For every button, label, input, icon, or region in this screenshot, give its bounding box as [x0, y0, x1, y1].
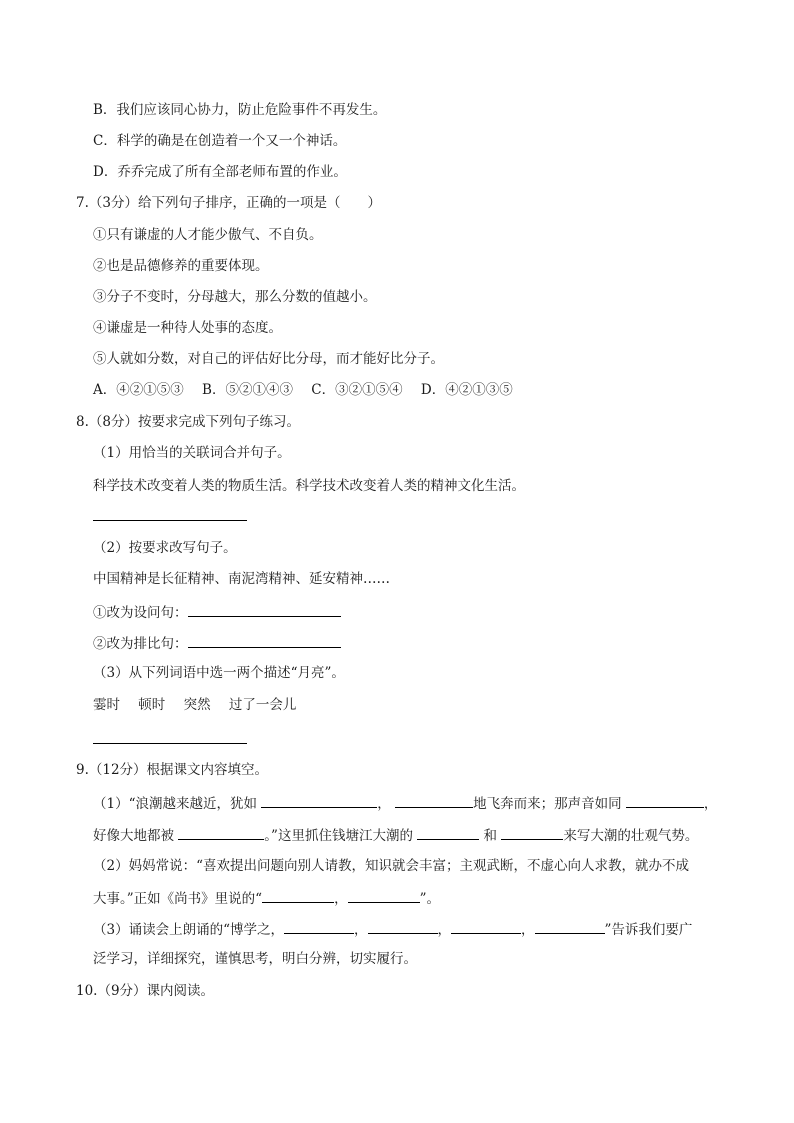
- q8-part2-b: [93, 633, 341, 653]
- q7-option-b: B．⑤②①④③: [202, 382, 293, 398]
- q9-p1-comma: ，: [377, 796, 391, 812]
- q9-p1-text-g: 和: [483, 828, 498, 844]
- q6-option-c: C．科学的确是在创造着一个又一个神话。: [93, 133, 347, 149]
- q8-part2-text: 中国精神是长征精神、南泥湾精神、延安精神……: [93, 571, 390, 587]
- q9-p1-blank-5[interactable]: [417, 825, 479, 840]
- q9-part2-line1: （2）妈妈常说：“喜欢提出问题向别人请教，知识就会丰富；主观武断，不虚心向人求教，就办不成: [93, 858, 689, 874]
- q7-sentence-1: ①只有谦虚的人才能少傲气、不自负。: [93, 227, 323, 243]
- q8-part1-text: 科学技术改变着人类的物质生活。科学技术改变着人类的精神文化生活。: [93, 478, 525, 494]
- q10-title: 10.（9分）课内阅读。: [76, 983, 215, 999]
- q9-p1-text-a: （1）“浪潮越来越近，犹如: [93, 796, 257, 812]
- q9-p2-text-b: 大事。”正如《尚书》里说的“: [93, 891, 263, 907]
- q9-p1-text-c: 地飞奔而来；那声音如同: [473, 796, 622, 812]
- q9-p3-blank-1[interactable]: [284, 919, 354, 934]
- word-3: 突然: [183, 697, 211, 713]
- q9-p2-blank-1[interactable]: [262, 888, 334, 903]
- q8-part2-title: （2）按要求改写句子。: [93, 540, 237, 556]
- q9-p1-blank-6[interactable]: [501, 825, 563, 840]
- q9-p1-blank-1[interactable]: [261, 793, 377, 808]
- q8-part1-title: （1）用恰当的关联词合并句子。: [93, 445, 291, 461]
- q9-part1-line2: [93, 825, 698, 845]
- q9-p3-text-end: ”告诉我们要广: [604, 922, 693, 938]
- q9-p3-blank-2[interactable]: [368, 919, 438, 934]
- q8-part1-answer-line[interactable]: [93, 520, 247, 521]
- q9-p3-blank-3[interactable]: [451, 919, 521, 934]
- q7-option-a: A．④②①⑤③: [93, 382, 184, 398]
- q9-p3-comma-2: ，: [437, 922, 451, 938]
- q9-title: 9.（12分）根据课文内容填空。: [76, 762, 269, 778]
- q7-sentence-5: ⑤人就如分数，对自己的评估好比分母，而才能好比分子。: [93, 351, 444, 367]
- q9-p1-blank-3[interactable]: [626, 793, 704, 808]
- q9-p1-comma-2: ，: [703, 796, 718, 812]
- q9-p2-comma: ，: [334, 891, 348, 907]
- q9-p1-blank-2[interactable]: [395, 793, 473, 808]
- word-1: 霎时: [93, 697, 120, 713]
- word-2: 顿时: [138, 697, 166, 713]
- q6-option-d: D．乔乔完成了所有全部老师布置的作业。: [93, 164, 347, 180]
- q8-part3-title: （3）从下列词语中选一两个描述“月亮”。: [93, 665, 345, 681]
- q9-p1-text-e: 好像大地都被: [93, 828, 174, 844]
- q8-title: 8.（8分）按要求完成下列句子练习。: [76, 414, 300, 430]
- q7-sentence-4: ④谦虚是一种待人处事的态度。: [93, 320, 282, 336]
- q9-p3-blank-4[interactable]: [535, 919, 605, 934]
- q9-p1-text-h: 来写大潮的壮观气势。: [563, 828, 699, 844]
- q7-sentence-3: ③分子不变时，分母越大，那么分数的值越小。: [93, 289, 377, 305]
- q7-option-c: C．③②①⑤④: [311, 382, 403, 398]
- q7-options: [93, 381, 513, 399]
- q9-p2-text-d: ”。: [419, 891, 440, 907]
- q8-part2-a-label: ①改为设问句：: [93, 605, 188, 621]
- q8-part2-b-label: ②改为排比句：: [93, 636, 188, 652]
- q6-option-b: B．我们应该同心协力，防止危险事件不再发生。: [93, 102, 387, 118]
- q9-part3-line2: 泛学习，详细探究，谨慎思考，明白分辨，切实履行。: [93, 951, 417, 967]
- q8-part2-a: [93, 602, 341, 622]
- q9-part3-line1: [93, 919, 692, 939]
- q9-p1-blank-4[interactable]: [178, 825, 264, 840]
- q8-part3-words: [93, 696, 296, 714]
- q8-part2-b-blank[interactable]: [188, 633, 341, 648]
- q8-part2-a-blank[interactable]: [188, 602, 341, 617]
- q9-p1-text-f: 。”这里抓住钱塘江大潮的: [264, 828, 413, 844]
- q7-option-d: D．④②①③⑤: [420, 382, 513, 398]
- q7-title: 7.（3分）给下列句子排序，正确的一项是（ ）: [76, 195, 381, 211]
- q9-p2-blank-2[interactable]: [348, 888, 420, 903]
- q8-part3-answer-line[interactable]: [93, 743, 247, 744]
- q9-p3-comma-1: ，: [354, 922, 368, 938]
- q9-part2-line2: [93, 888, 440, 908]
- word-4: 过了一会儿: [228, 697, 297, 713]
- q7-sentence-2: ②也是品德修养的重要体现。: [93, 258, 269, 274]
- q9-p3-text-a: （3）诵读会上朗诵的“博学之，: [93, 922, 284, 938]
- q9-part1-line1: [93, 793, 717, 813]
- q9-p3-comma-3: ，: [521, 922, 535, 938]
